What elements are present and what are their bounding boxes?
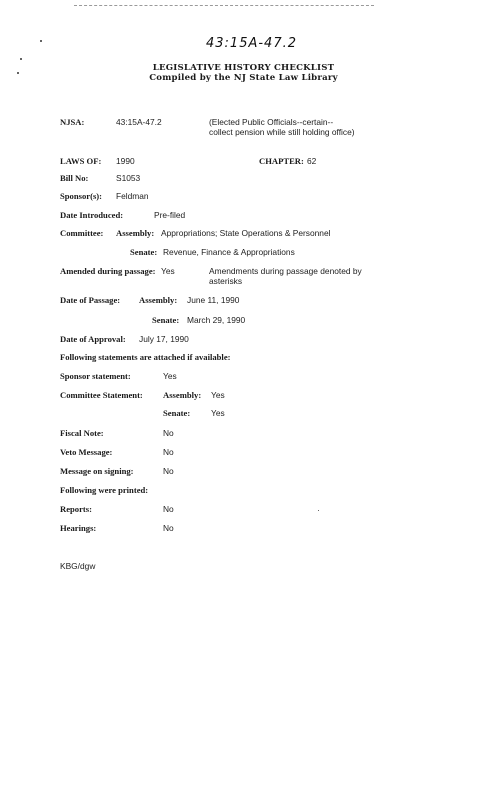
reports-label: Reports: bbox=[60, 504, 92, 514]
date-introduced-value: Pre-filed bbox=[154, 210, 186, 220]
date-of-approval-label: Date of Approval: bbox=[60, 334, 126, 344]
message-on-signing-label: Message on signing: bbox=[60, 466, 134, 476]
scan-speck bbox=[40, 40, 42, 42]
date-introduced-label: Date Introduced: bbox=[60, 210, 124, 220]
date-of-approval-value: July 17, 1990 bbox=[139, 334, 189, 344]
author-initials: KBG/dgw bbox=[60, 561, 96, 571]
njsa-value: 43:15A-47.2 bbox=[116, 117, 162, 127]
hearings-value: No bbox=[163, 523, 174, 533]
document-subtitle: Compiled by the NJ State Law Library bbox=[149, 73, 338, 83]
committee-statement-assembly-value: Yes bbox=[211, 390, 225, 400]
amended-note-line2: asterisks bbox=[209, 276, 243, 286]
bill-no-label: Bill No: bbox=[60, 173, 89, 183]
committee-statement-label: Committee Statement: bbox=[60, 390, 143, 400]
reports-value: No bbox=[163, 504, 174, 514]
amended-note-line1: Amendments during passage denoted by bbox=[209, 266, 362, 276]
committee-statement-senate-value: Yes bbox=[211, 408, 225, 418]
njsa-label: NJSA: bbox=[60, 117, 85, 127]
sponsor-statement-label: Sponsor statement: bbox=[60, 371, 131, 381]
laws-of-label: LAWS OF: bbox=[60, 156, 102, 166]
scan-edge-line bbox=[74, 5, 374, 6]
scan-speck bbox=[20, 58, 22, 60]
following-printed-heading: Following were printed: bbox=[60, 485, 149, 495]
passage-assembly-value: June 11, 1990 bbox=[187, 295, 240, 305]
scan-speck bbox=[318, 510, 319, 511]
laws-of-value: 1990 bbox=[116, 156, 135, 166]
amended-label: Amended during passage: bbox=[60, 266, 156, 276]
committee-senate-label: Senate: bbox=[130, 247, 158, 257]
committee-label: Committee: bbox=[60, 228, 104, 238]
amended-value: Yes bbox=[161, 266, 175, 276]
handwritten-reference: 43:15A-47.2 bbox=[206, 36, 297, 51]
committee-assembly-value: Appropriations; State Operations & Personnel bbox=[161, 228, 331, 238]
passage-senate-label: Senate: bbox=[152, 315, 180, 325]
fiscal-note-value: No bbox=[163, 428, 174, 438]
bill-no-value: S1053 bbox=[116, 173, 141, 183]
chapter-label: CHAPTER: bbox=[259, 156, 304, 166]
passage-senate-value: March 29, 1990 bbox=[187, 315, 246, 325]
sponsor-statement-value: Yes bbox=[163, 371, 177, 381]
committee-statement-senate-label: Senate: bbox=[163, 408, 191, 418]
veto-message-label: Veto Message: bbox=[60, 447, 113, 457]
following-attached-heading: Following statements are attached if available: bbox=[60, 352, 231, 362]
committee-assembly-label: Assembly: bbox=[116, 228, 155, 238]
sponsor-value: Feldman bbox=[116, 191, 149, 201]
chapter-value: 62 bbox=[307, 156, 317, 166]
document-title: LEGISLATIVE HISTORY CHECKLIST bbox=[152, 63, 335, 73]
hearings-label: Hearings: bbox=[60, 523, 97, 533]
veto-message-value: No bbox=[163, 447, 174, 457]
committee-statement-assembly-label: Assembly: bbox=[163, 390, 202, 400]
passage-assembly-label: Assembly: bbox=[139, 295, 178, 305]
message-on-signing-value: No bbox=[163, 466, 174, 476]
njsa-note-line2: collect pension while still holding office) bbox=[209, 127, 355, 137]
date-of-passage-label: Date of Passage: bbox=[60, 295, 121, 305]
sponsor-label: Sponsor(s): bbox=[60, 191, 103, 201]
committee-senate-value: Revenue, Finance & Appropriations bbox=[163, 247, 295, 257]
njsa-note-line1: (Elected Public Officials--certain-- bbox=[209, 117, 334, 127]
fiscal-note-label: Fiscal Note: bbox=[60, 428, 104, 438]
